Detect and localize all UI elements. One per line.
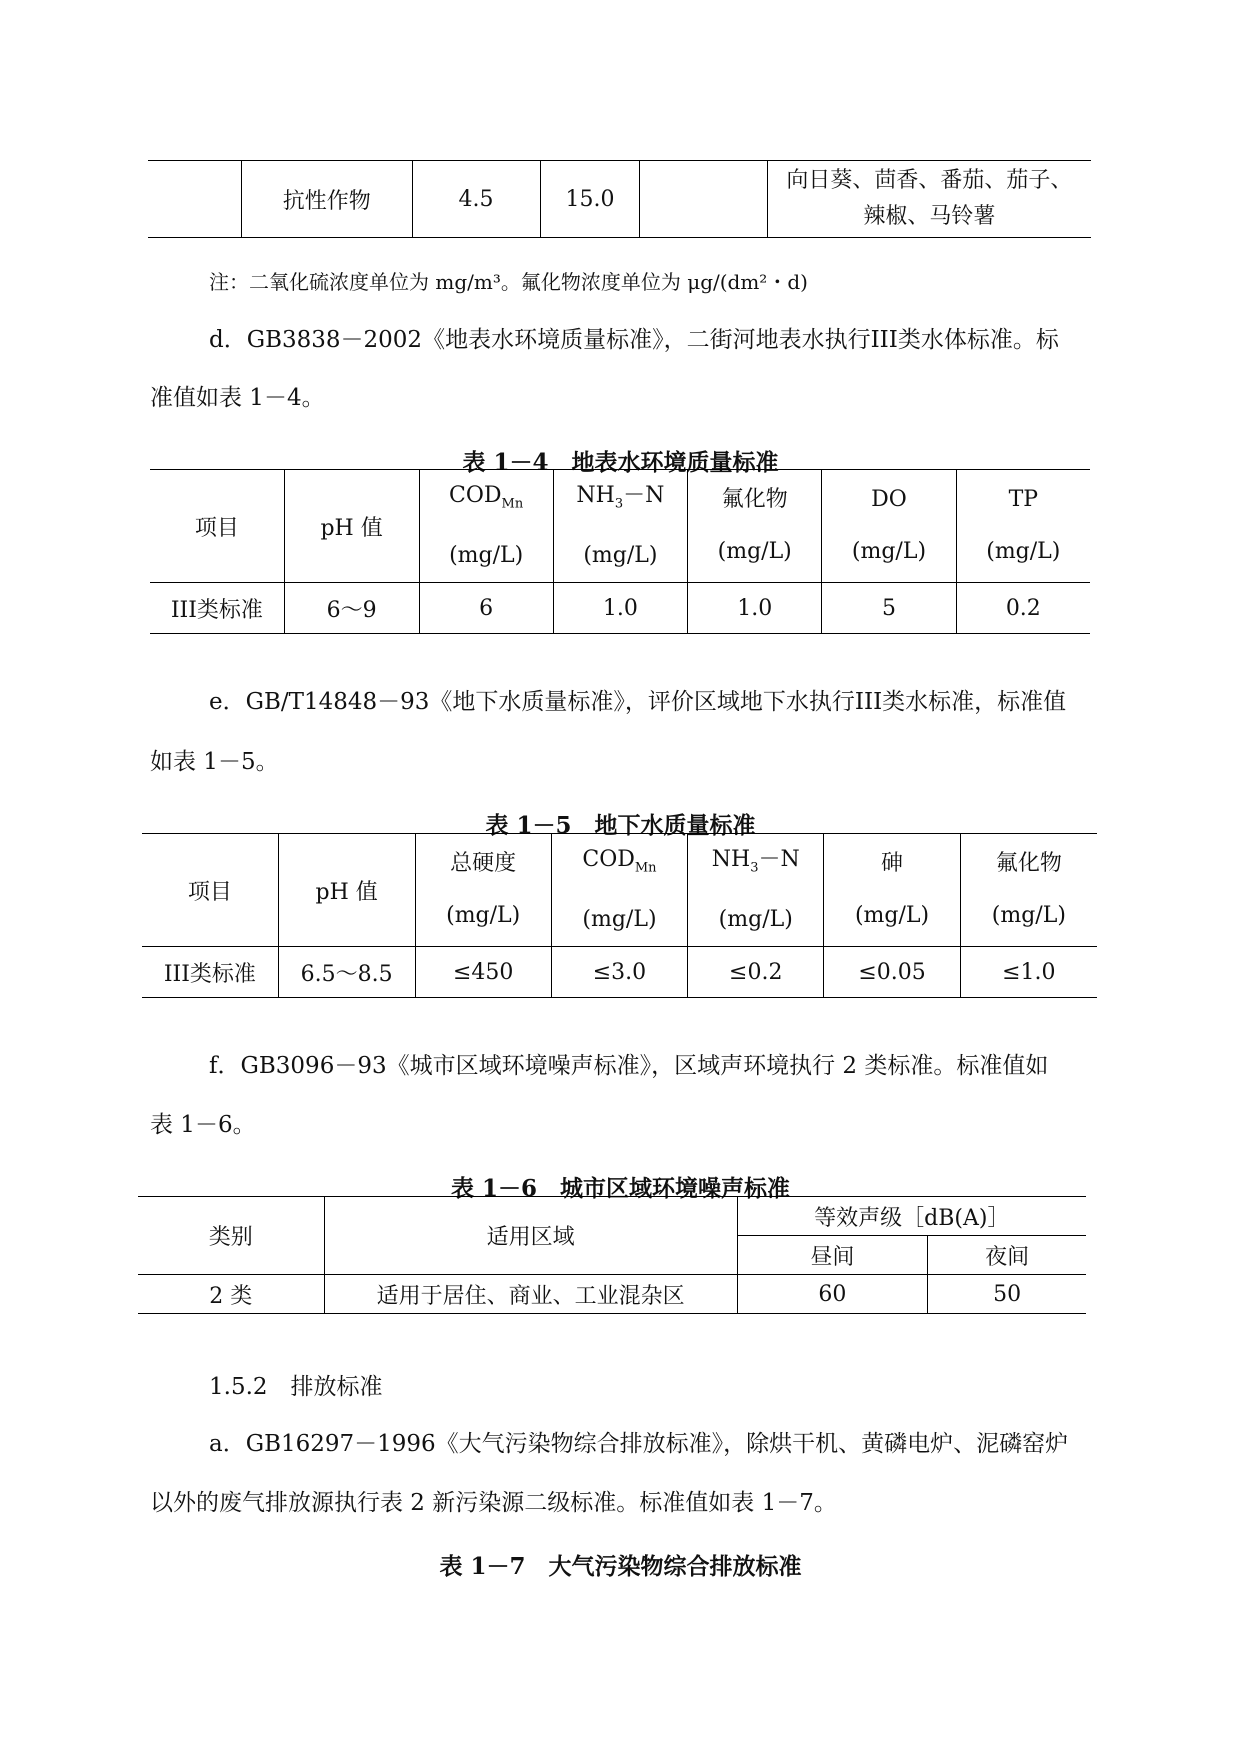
header-cell: 砷 (mg/L) (824, 834, 960, 947)
section-heading: 1.5.2 排放标准 (209, 1374, 383, 1400)
table-cell: 2 类 (138, 1275, 324, 1314)
table-cell: ≤3.0 (551, 947, 687, 998)
header-cell: $NH_3-N$ (mg/L) (553, 470, 687, 583)
table-cell: 1.0 (553, 583, 687, 634)
table-row (142, 947, 1097, 998)
table-cell: 4.5 (412, 161, 540, 238)
header-cell: 昼间 (737, 1236, 928, 1275)
header-cell: DO (mg/L) (822, 470, 956, 583)
paragraph-e-line1: e．GB/T14848－93《地下水质量标准》，评价区域地下水执行III类水标准，标准值 (209, 689, 1067, 715)
paragraph-a-line2: 以外的废气排放源执行表 2 新污染源二级标准。标准值如表 1－7。 (150, 1490, 837, 1516)
table-row (138, 1275, 1086, 1314)
header-cell: 项目 (150, 470, 284, 583)
header-cell: pH 值 (284, 470, 419, 583)
header-cell: 项目 (142, 834, 278, 947)
crop-table-tail (148, 160, 1091, 238)
header-cell: 等效声级［dB(A)］ (737, 1197, 1086, 1236)
table-cell: ≤1.0 (960, 947, 1097, 998)
table-cell: 50 (928, 1275, 1086, 1314)
header-cell: TP (mg/L) (956, 470, 1090, 583)
header-cell: 氟化物 (mg/L) (960, 834, 1097, 947)
table-cell: ≤0.2 (688, 947, 824, 998)
table-header-row (150, 470, 1090, 583)
table4-caption: 表 1－4 地表水环境质量标准 (462, 449, 779, 476)
table-cell: 15.0 (540, 161, 640, 238)
header-cell: 总硬度 (mg/L) (415, 834, 551, 947)
table5-caption: 表 1－5 地下水质量标准 (485, 812, 756, 839)
paragraph-e-line2: 如表 1－5。 (150, 749, 279, 775)
table7-caption: 表 1－7 大气污染物综合排放标准 (439, 1553, 802, 1580)
table-cell: ≤450 (415, 947, 551, 998)
table-cell: ≤0.05 (824, 947, 960, 998)
header-cell: $COD_{Mn}$ (mg/L) (551, 834, 687, 947)
paragraph-f-line2: 表 1－6。 (150, 1112, 256, 1138)
table-cell: 1.0 (688, 583, 822, 634)
header-cell: 氟化物 (mg/L) (688, 470, 822, 583)
header-cell: $COD_{Mn}$ (mg/L) (419, 470, 553, 583)
header-cell: 夜间 (928, 1236, 1086, 1275)
table-cell: III类标准 (142, 947, 278, 998)
table-cell: 6～9 (284, 583, 419, 634)
table6-caption: 表 1－6 城市区域环境噪声标准 (450, 1175, 790, 1202)
header-cell: pH 值 (278, 834, 415, 947)
paragraph-d-line1: d．GB3838－2002《地表水环境质量标准》，二街河地表水执行III类水体标准。标 (209, 327, 1059, 353)
table-cell: 0.2 (956, 583, 1090, 634)
table-cell: 60 (737, 1275, 928, 1314)
table-row (150, 583, 1090, 634)
table-cell (640, 161, 768, 238)
table-row (148, 161, 1091, 238)
surface-water-table (150, 469, 1090, 634)
table-cell: 向日葵、茴香、番茄、茄子、辣椒、马铃薯 (767, 161, 1091, 238)
table-cell: 6.5～8.5 (278, 947, 415, 998)
paragraph-d-line2: 准值如表 1－4。 (150, 385, 325, 411)
header-cell: $NH_3-N$ (mg/L) (688, 834, 824, 947)
table-cell: III类标准 (150, 583, 284, 634)
paragraph-a-line1: a．GB16297－1996《大气污染物综合排放标准》，除烘干机、黄磷电炉、泥磷窑炉 (209, 1431, 1069, 1457)
table-note: 注：二氧化硫浓度单位为 mg/m³。氟化物浓度单位为 μg/(dm²・d) (209, 270, 808, 294)
groundwater-table (142, 833, 1097, 998)
table-header-row (138, 1197, 1086, 1236)
header-cell: 适用区域 (324, 1197, 737, 1275)
paragraph-f-line1: f．GB3096－93《城市区域环境噪声标准》，区域声环境执行 2 类标准。标准值如 (209, 1053, 1049, 1079)
table-cell: 适用于居住、商业、工业混杂区 (324, 1275, 737, 1314)
table-cell (148, 161, 241, 238)
noise-standard-table (138, 1196, 1086, 1314)
table-cell: 6 (419, 583, 553, 634)
table-header-row (142, 834, 1097, 947)
table-cell: 抗性作物 (241, 161, 412, 238)
header-cell: 类别 (138, 1197, 324, 1275)
table-cell: 5 (822, 583, 956, 634)
